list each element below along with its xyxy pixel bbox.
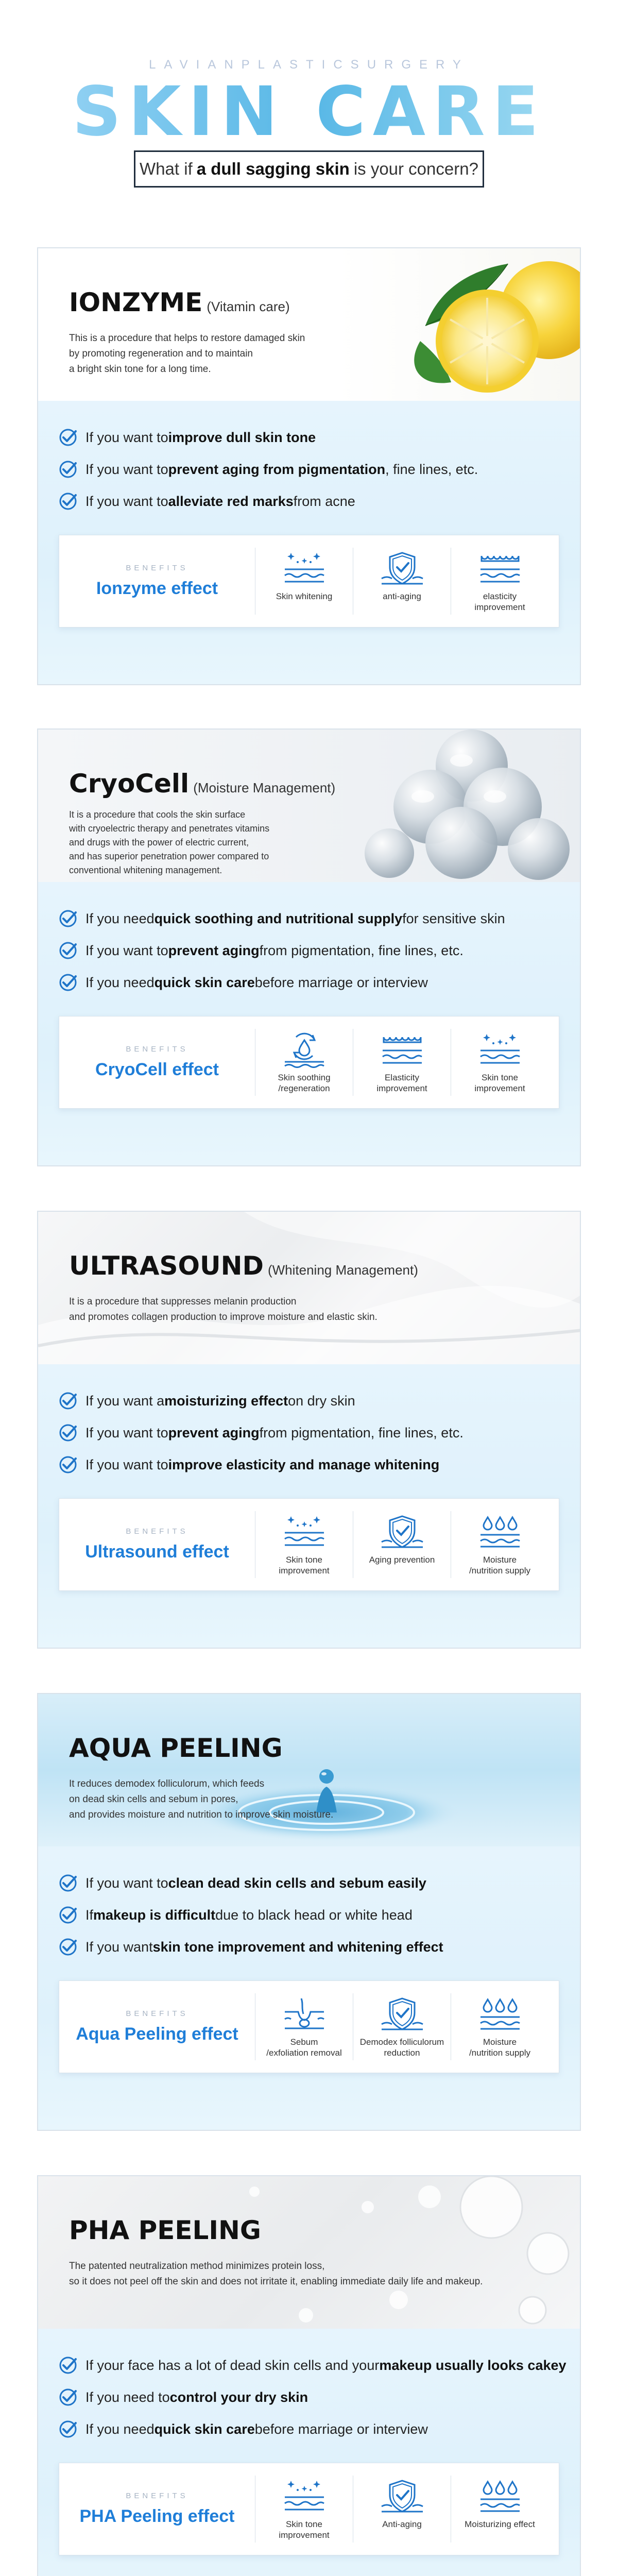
section-ionzyme: [37, 247, 581, 685]
check-circle-icon: [59, 909, 77, 928]
section-header: [38, 2176, 580, 2329]
section-ultrasound: [37, 1211, 581, 1649]
section-pha-peeling: [37, 2175, 581, 2576]
benefit-label: Anti-aging: [382, 2519, 422, 2529]
benefits-box: [59, 1498, 559, 1591]
skin-whitening-icon: [281, 551, 328, 587]
benefit-item: [451, 1511, 548, 1578]
section-subtitle: (Vitamin care): [207, 299, 290, 314]
benefit-item: [255, 2476, 353, 2543]
check-item: [59, 935, 559, 967]
check-circle-icon: [59, 941, 77, 960]
benefit-list: [255, 1511, 559, 1578]
check-text: If: [85, 1907, 94, 1923]
check-bold: quick skin care: [154, 2421, 255, 2437]
soothing-drop-icon: [281, 1032, 328, 1068]
section-description: [69, 2259, 563, 2290]
check-text: from pigmentation, fine lines, etc.: [259, 942, 464, 958]
desc-line: on dead skin cells and sebum in pores,: [69, 1794, 238, 1805]
benefit-label: Skin tone improvement: [279, 1555, 330, 1575]
skin-whitening-icon: [281, 1514, 328, 1550]
section-description: [69, 808, 388, 877]
benefits-box: [59, 535, 559, 628]
desc-line: by promoting regeneration and to maintain: [69, 348, 253, 359]
brand-name: LAVIANPLASTICSURGERY: [149, 58, 469, 72]
check-text: If you want to: [85, 1456, 168, 1472]
section-body: [38, 882, 580, 1166]
check-bold: skin tone improvement and whitening effect: [152, 1939, 443, 1955]
check-text: If you want to: [85, 429, 168, 445]
benefit-item: [255, 1511, 353, 1578]
check-circle-icon: [59, 1938, 77, 1956]
benefit-list: [255, 2476, 559, 2543]
check-text: due to black head or white head: [215, 1907, 413, 1923]
section-header: [38, 1694, 580, 1846]
benefits-box: [59, 1980, 559, 2073]
shield-check-icon: [379, 1514, 426, 1550]
check-bold: control your dry skin: [169, 2389, 308, 2405]
benefit-list: [255, 1029, 559, 1096]
check-text: If you need: [85, 974, 154, 990]
check-item: [59, 453, 559, 485]
lemon-image: [389, 248, 580, 401]
effect-name: Ionzyme effect: [96, 579, 218, 598]
benefit-item: [353, 2476, 451, 2543]
check-text: If you need to: [85, 2389, 170, 2405]
section-header: [38, 730, 580, 882]
desc-line: and provides moisture and nutrition to improve skin moisture.: [69, 1809, 334, 1820]
check-text: If you want to: [85, 461, 168, 477]
check-bold: prevent aging from pigmentation: [168, 461, 386, 477]
check-item: [59, 421, 559, 453]
concern-bold: a dull sagging skin: [196, 159, 350, 178]
check-item: [59, 485, 559, 517]
section-title: [69, 1251, 580, 1281]
check-circle-icon: [59, 973, 77, 992]
check-text: on dry skin: [288, 1393, 355, 1409]
silk-background-image: [38, 1212, 580, 1364]
benefit-label: Skin whitening: [276, 591, 333, 601]
benefits-heading: [59, 2009, 255, 2044]
benefits-heading: [59, 1045, 255, 1080]
benefit-item: [353, 1993, 451, 2060]
concern-suffix: is your concern?: [353, 159, 478, 178]
check-item: [59, 1931, 559, 1963]
check-text: for sensitive skin: [402, 910, 505, 926]
section-header: [38, 248, 580, 401]
section-title-text: CryoCell: [69, 769, 190, 799]
benefit-item: [451, 1993, 548, 2060]
check-circle-icon: [59, 1455, 77, 1474]
check-item: [59, 1417, 559, 1449]
concern-prefix: What if: [140, 159, 193, 178]
benefit-item: [353, 1029, 451, 1096]
benefit-list: [255, 1993, 559, 2060]
check-text: If you want to: [85, 942, 168, 958]
check-bold: prevent aging: [168, 942, 260, 958]
page-title-text: SKIN CARE: [72, 72, 546, 151]
check-circle-icon: [59, 428, 77, 447]
check-circle-icon: [59, 492, 77, 511]
benefits-kicker: BENEFITS: [126, 1045, 188, 1054]
elasticity-icon: [476, 551, 524, 587]
water-drops-image: [38, 2176, 580, 2329]
check-text: If you want to: [85, 493, 168, 509]
benefits-kicker: BENEFITS: [126, 564, 188, 572]
benefit-item: [451, 548, 548, 615]
check-item: [59, 2413, 559, 2445]
check-item: [59, 1449, 559, 1481]
benefit-label: Sebum /exfoliation removal: [266, 2037, 342, 2058]
elasticity-icon: [379, 1032, 426, 1068]
desc-line: The patented neutralization method minimizes protein loss,: [69, 2261, 325, 2272]
desc-line: a bright skin tone for a long time.: [69, 364, 211, 375]
benefit-item: [255, 548, 353, 615]
benefit-label: Aging prevention: [369, 1555, 435, 1565]
check-item: [59, 903, 559, 935]
desc-line: It is a procedure that suppresses melanin production: [69, 1296, 297, 1307]
benefit-item: [255, 1993, 353, 2060]
skin-whitening-icon: [476, 1032, 524, 1068]
benefit-label: Skin tone improvement: [279, 2519, 330, 2540]
section-title-text: ULTRASOUND: [69, 1251, 264, 1281]
check-item: [59, 2381, 559, 2413]
benefits-kicker: BENEFITS: [126, 2009, 188, 2018]
section-body: [38, 1846, 580, 2131]
effect-name: CryoCell effect: [95, 1060, 219, 1079]
benefits-heading: [59, 1527, 255, 1562]
benefit-item: [353, 1511, 451, 1578]
check-item: [59, 2349, 566, 2381]
check-item: [59, 1899, 559, 1931]
check-bold: quick skin care: [154, 974, 255, 990]
water-splash-image: [38, 1694, 580, 1846]
section-title: [69, 2215, 580, 2245]
effect-name: Aqua Peeling effect: [76, 2024, 238, 2044]
check-text: before marriage or interview: [254, 2421, 428, 2437]
check-text: If you want: [85, 1939, 153, 1955]
shield-check-icon: [379, 551, 426, 587]
benefits-heading: [59, 2492, 255, 2527]
check-bold: moisturizing effect: [164, 1393, 288, 1409]
check-text: If you want to: [85, 1875, 168, 1891]
check-bold: improve dull skin tone: [168, 429, 316, 445]
section-aqua-peeling: [37, 1693, 581, 2131]
moisture-drops-icon: [476, 2479, 524, 2515]
desc-line: and drugs with the power of electric current,: [69, 837, 249, 848]
check-bold: quick soothing and nutritional supply: [154, 910, 403, 926]
benefit-item: [451, 1029, 548, 1096]
check-item: [59, 1867, 559, 1899]
section-body: [38, 401, 580, 685]
benefit-label: Skin tone improvement: [474, 1073, 525, 1093]
check-circle-icon: [59, 2388, 77, 2406]
check-circle-icon: [59, 1392, 77, 1410]
section-description: [69, 1294, 533, 1325]
check-bold: clean dead skin cells and sebum easily: [168, 1875, 426, 1891]
benefit-list: [255, 548, 559, 615]
check-text: If you need: [85, 2421, 154, 2437]
section-title: [69, 287, 580, 317]
check-circle-icon: [59, 2420, 77, 2438]
check-text: from pigmentation, fine lines, etc.: [259, 1425, 464, 1440]
section-body: [38, 2329, 580, 2576]
desc-line: with cryoelectric therapy and penetrates vitamins: [69, 823, 270, 834]
page-header: [0, 0, 618, 247]
sebum-follicle-icon: [281, 1996, 328, 2032]
benefits-heading: [59, 564, 255, 599]
section-title: [69, 1733, 580, 1763]
section-cryocell: [37, 728, 581, 1166]
check-text: before marriage or interview: [254, 974, 428, 990]
check-text: If you want to: [85, 1425, 168, 1440]
benefit-label: anti-aging: [383, 591, 421, 601]
check-circle-icon: [59, 1906, 77, 1924]
benefits-box: [59, 1016, 559, 1109]
benefit-label: Moisture /nutrition supply: [469, 2037, 531, 2058]
check-text: If your face has a lot of dead skin cells and your: [85, 2357, 380, 2373]
concern-banner: [134, 150, 484, 188]
check-item: [59, 967, 559, 998]
check-text: , fine lines, etc.: [385, 461, 478, 477]
page-title: [0, 72, 618, 151]
section-body: [38, 1364, 580, 1649]
check-circle-icon: [59, 1874, 77, 1892]
benefit-label: Elasticity improvement: [376, 1073, 427, 1093]
benefit-label: Moisture /nutrition supply: [469, 1555, 531, 1575]
check-bold: makeup usually looks cakey: [379, 2357, 566, 2373]
section-subtitle: (Moisture Management): [193, 780, 336, 795]
check-item: [59, 1385, 559, 1417]
section-description: [69, 331, 388, 377]
desc-line: and promotes collagen production to improve moisture and elastic skin.: [69, 1312, 377, 1323]
check-bold: alleviate red marks: [168, 493, 294, 509]
section-description: [69, 1776, 481, 1823]
desc-line: It reduces demodex folliculorum, which feeds: [69, 1778, 265, 1789]
effect-name: PHA Peeling effect: [79, 2506, 235, 2526]
benefit-label: Moisturizing effect: [465, 2519, 535, 2529]
moisture-drops-icon: [476, 1996, 524, 2032]
section-subtitle: (Whitening Management): [267, 1262, 418, 1278]
check-text: from acne: [293, 493, 355, 509]
effect-name: Ultrasound effect: [85, 1542, 229, 1562]
benefits-kicker: BENEFITS: [126, 1527, 188, 1536]
section-header: [38, 1212, 580, 1364]
benefit-label: elasticity improvement: [474, 591, 525, 612]
benefit-item: [255, 1029, 353, 1096]
benefit-item: [451, 2476, 548, 2543]
shield-check-icon: [379, 2479, 426, 2515]
desc-line: It is a procedure that cools the skin surface: [69, 809, 246, 820]
check-bold: improve elasticity and manage whitening: [168, 1456, 440, 1472]
check-bold: makeup is difficult: [93, 1907, 216, 1923]
check-circle-icon: [59, 460, 77, 479]
shield-check-icon: [379, 1996, 426, 2032]
desc-line: This is a procedure that helps to restore damaged skin: [69, 333, 305, 344]
check-bold: prevent aging: [168, 1425, 260, 1440]
moisture-drops-icon: [476, 1514, 524, 1550]
check-circle-icon: [59, 2356, 77, 2375]
desc-line: conventional whitening management.: [69, 865, 222, 875]
benefit-label: Skin soothing /regeneration: [278, 1073, 331, 1093]
benefit-label: Demodex folliculorum reduction: [359, 2037, 444, 2058]
section-title-text: IONZYME: [69, 287, 203, 317]
section-title-text: AQUA PEELING: [69, 1733, 283, 1763]
check-circle-icon: [59, 1423, 77, 1442]
check-text: If you want a: [85, 1393, 165, 1409]
benefits-box: [59, 2463, 559, 2555]
skin-whitening-icon: [281, 2479, 328, 2515]
benefit-item: [353, 548, 451, 615]
desc-line: and has superior penetration power compared to: [69, 851, 269, 861]
desc-line: so it does not peel off the skin and does not irritate it, enabling immediate daily life and makeup.: [69, 2276, 483, 2287]
check-text: If you need: [85, 910, 154, 926]
section-title: [69, 769, 580, 799]
section-title-text: PHA PEELING: [69, 2215, 261, 2245]
benefits-kicker: BENEFITS: [126, 2492, 188, 2500]
